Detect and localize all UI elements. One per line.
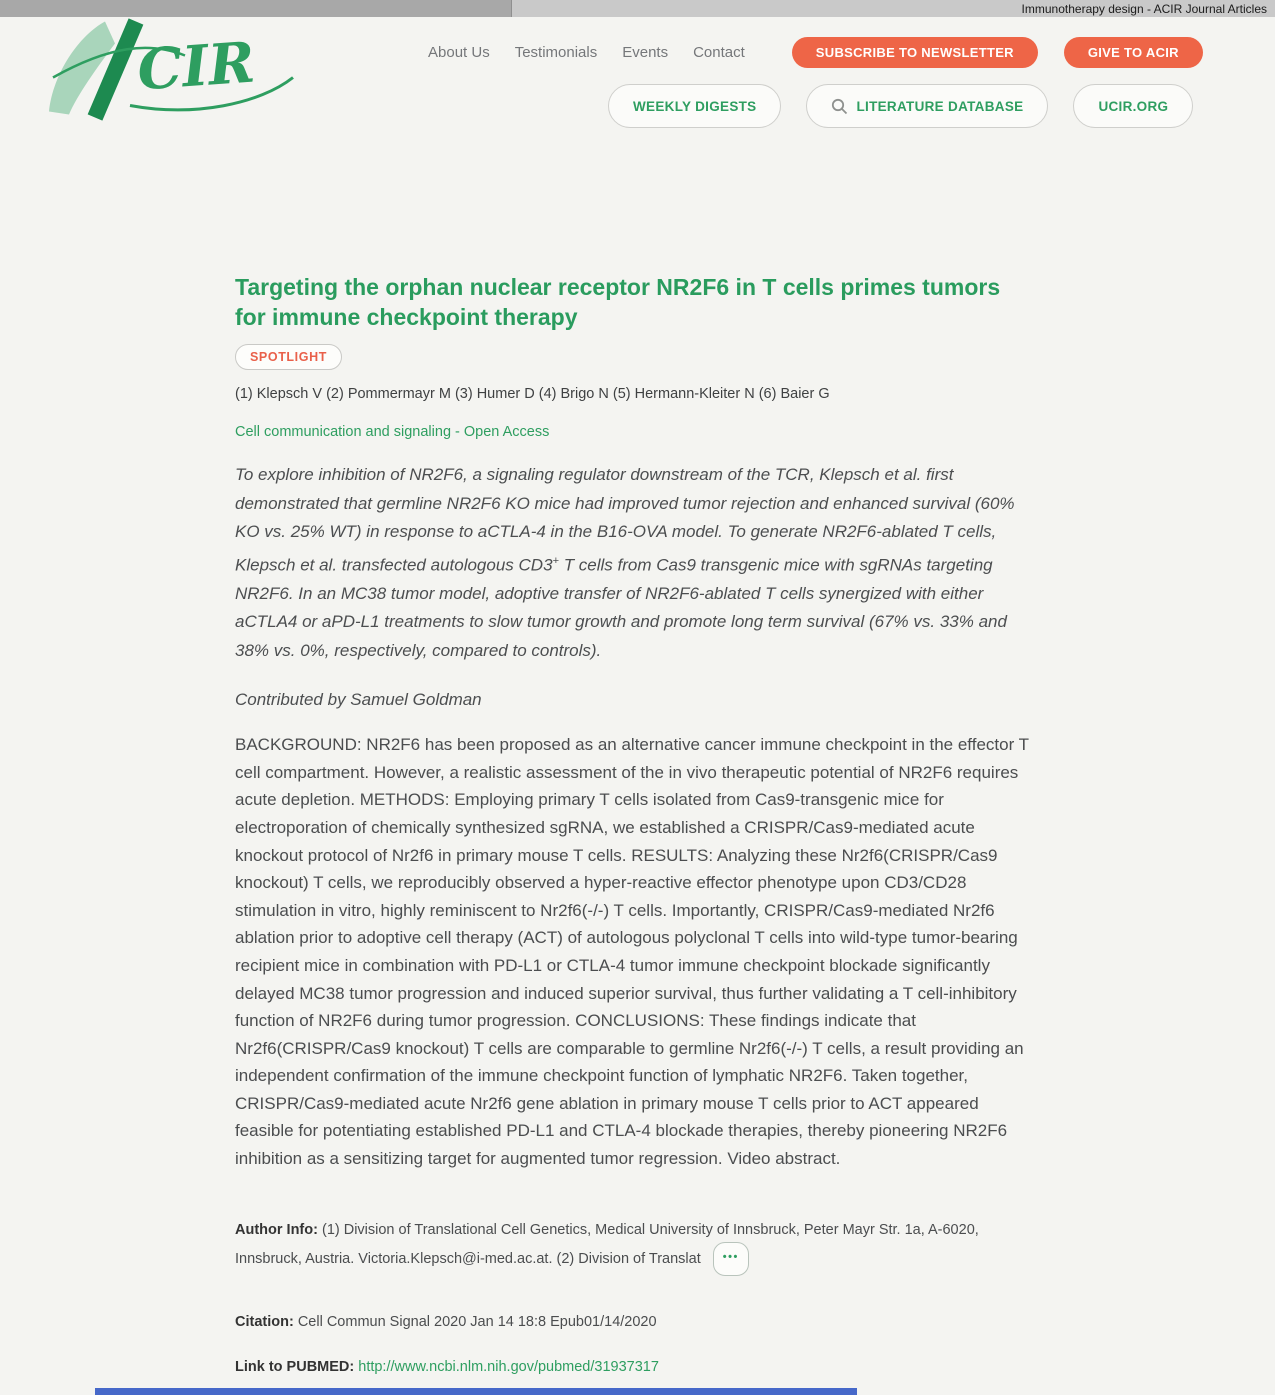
spotlight-badge[interactable]: SPOTLIGHT xyxy=(235,344,342,370)
article-title: Targeting the orphan nuclear receptor NR2F6 in T cells primes tumors for immune checkpoint therapy xyxy=(235,274,1001,330)
citation xyxy=(235,1310,1035,1334)
literature-database-button[interactable] xyxy=(806,84,1048,128)
nav-contact[interactable]: Contact xyxy=(693,44,745,61)
nav-events[interactable]: Events xyxy=(622,44,669,61)
nav-testimonials[interactable]: Testimonials xyxy=(514,44,598,61)
pubmed-url-link[interactable]: http://www.ncbi.nlm.nih.gov/pubmed/31937317 xyxy=(358,1358,659,1375)
author-list: (1) Klepsch V (2) Pommermayr M (3) Humer D (4) Brigo N (5) Hermann-Kleiter N (6) Baier G xyxy=(235,386,830,402)
editor-summary xyxy=(235,461,1035,665)
expand-author-info-button[interactable]: ••• xyxy=(713,1242,749,1276)
secondary-nav xyxy=(608,84,1218,128)
pubmed-link-row xyxy=(235,1355,1035,1379)
give-to-acir-button[interactable]: GIVE TO ACIR xyxy=(1064,37,1203,68)
weekly-digests-button[interactable]: WEEKLY DIGESTS xyxy=(608,84,781,128)
literature-database-label: LITERATURE DATABASE xyxy=(856,98,1024,114)
main-nav xyxy=(428,37,1203,68)
article-content xyxy=(235,272,1035,1379)
badge-row xyxy=(235,344,1035,370)
author-info xyxy=(235,1218,1035,1276)
summary-superscript: + xyxy=(552,554,559,567)
journal-link[interactable]: Cell communication and signaling - Open Access xyxy=(235,424,550,440)
citation-label: Citation: xyxy=(235,1313,294,1330)
search-icon xyxy=(831,98,848,115)
titlebar-right-segment xyxy=(512,0,1275,17)
ucir-org-button[interactable]: UCIR.ORG xyxy=(1073,84,1193,128)
window-title: Immunotherapy design - ACIR Journal Articles xyxy=(1021,1,1267,16)
author-info-text: (1) Division of Translational Cell Genetics, Medical University of Innsbruck, Peter Mayr Str. 1a, A-6020, Innsbruck, Austria. Victoria.Klepsch@i-med.ac.at. (2) Division of Translat xyxy=(235,1221,979,1267)
acir-logo-graphic xyxy=(35,13,315,123)
summary-text-2: T cells from Cas9 transgenic mice with sgRNAs targeting NR2F6. In an MC38 tumor model, adoptive transfer of NR2F6-ablated T cells synergized with either aCTLA4 or aPD-L1 treatments to slow tumor growth and promote long term survival (67% vs. 33% and 38% vs. 0%, respectively, compared to controls). xyxy=(235,555,1007,660)
bottom-blue-strip xyxy=(95,1388,857,1395)
pubmed-label: Link to PUBMED: xyxy=(235,1358,355,1375)
logo-wordmark: CIR xyxy=(135,29,258,104)
acir-logo[interactable] xyxy=(35,13,315,123)
site-header xyxy=(0,17,1275,135)
subscribe-newsletter-button[interactable]: SUBSCRIBE TO NEWSLETTER xyxy=(792,37,1038,68)
abstract-text: BACKGROUND: NR2F6 has been proposed as an alternative cancer immune checkpoint in the effector T cell compartment. However, a realistic assessment of the in vivo therapeutic potential of NR2F6 requires acute depletion. METHODS: Employing primary T cells isolated from Cas9-transgenic mice for electroporation of chemically synthesized sgRNA, we established a CRISPR/Cas9-mediated acute knockout protocol of Nr2f6 in primary mouse T cells. RESULTS: Analyzing these Nr2f6(CRISPR/Cas9 knockout) T cells, we reproducibly observed a hyper-reactive effector phenotype upon CD3/CD28 stimulation in vitro, highly reminiscent to Nr2f6(-/-) T cells. Importantly, CRISPR/Cas9-mediated Nr2f6 ablation prior to adoptive cell therapy (ACT) of autologous polyclonal T cells into wild-type tumor-bearing recipient mice in combination with PD-L1 or CTLA-4 tumor immune checkpoint blockade significantly delayed MC38 tumor progression and induced superior survival, thus further validating a T cell-inhibitory function of NR2F6 during tumor progression. CONCLUSIONS: These findings indicate that Nr2f6(CRISPR/Cas9 knockout) T cells are comparable to germline Nr2f6(-/-) T cells, a result providing an independent confirmation of the immune checkpoint function of lymphatic NR2F6. Taken together, CRISPR/Cas9-mediated acute Nr2f6 gene ablation in primary mouse T cells prior to ACT appeared feasible for potentiating established PD-L1 and CTLA-4 blockade therapies, thereby pioneering NR2F6 inhibition as a sensitizing target for augmented tumor regression. Video abstract. xyxy=(235,735,1029,1169)
author-info-label: Author Info: xyxy=(235,1221,318,1238)
summary-text-1: To explore inhibition of NR2F6, a signaling regulator downstream of the TCR, Klepsch et al. first demonstrated that germline NR2F6 KO mice had improved tumor rejection and enhanced survival (60% KO vs. 25% WT) in response to aCTLA-4 in the B16-OVA model. To generate NR2F6-ablated T cells, Klepsch et al. transfected autologous CD3 xyxy=(235,465,1015,575)
citation-text: Cell Commun Signal 2020 Jan 14 18:8 Epub01/14/2020 xyxy=(297,1313,657,1330)
nav-about-us[interactable]: About Us xyxy=(428,44,490,61)
contributed-by: Contributed by Samuel Goldman xyxy=(235,690,482,710)
